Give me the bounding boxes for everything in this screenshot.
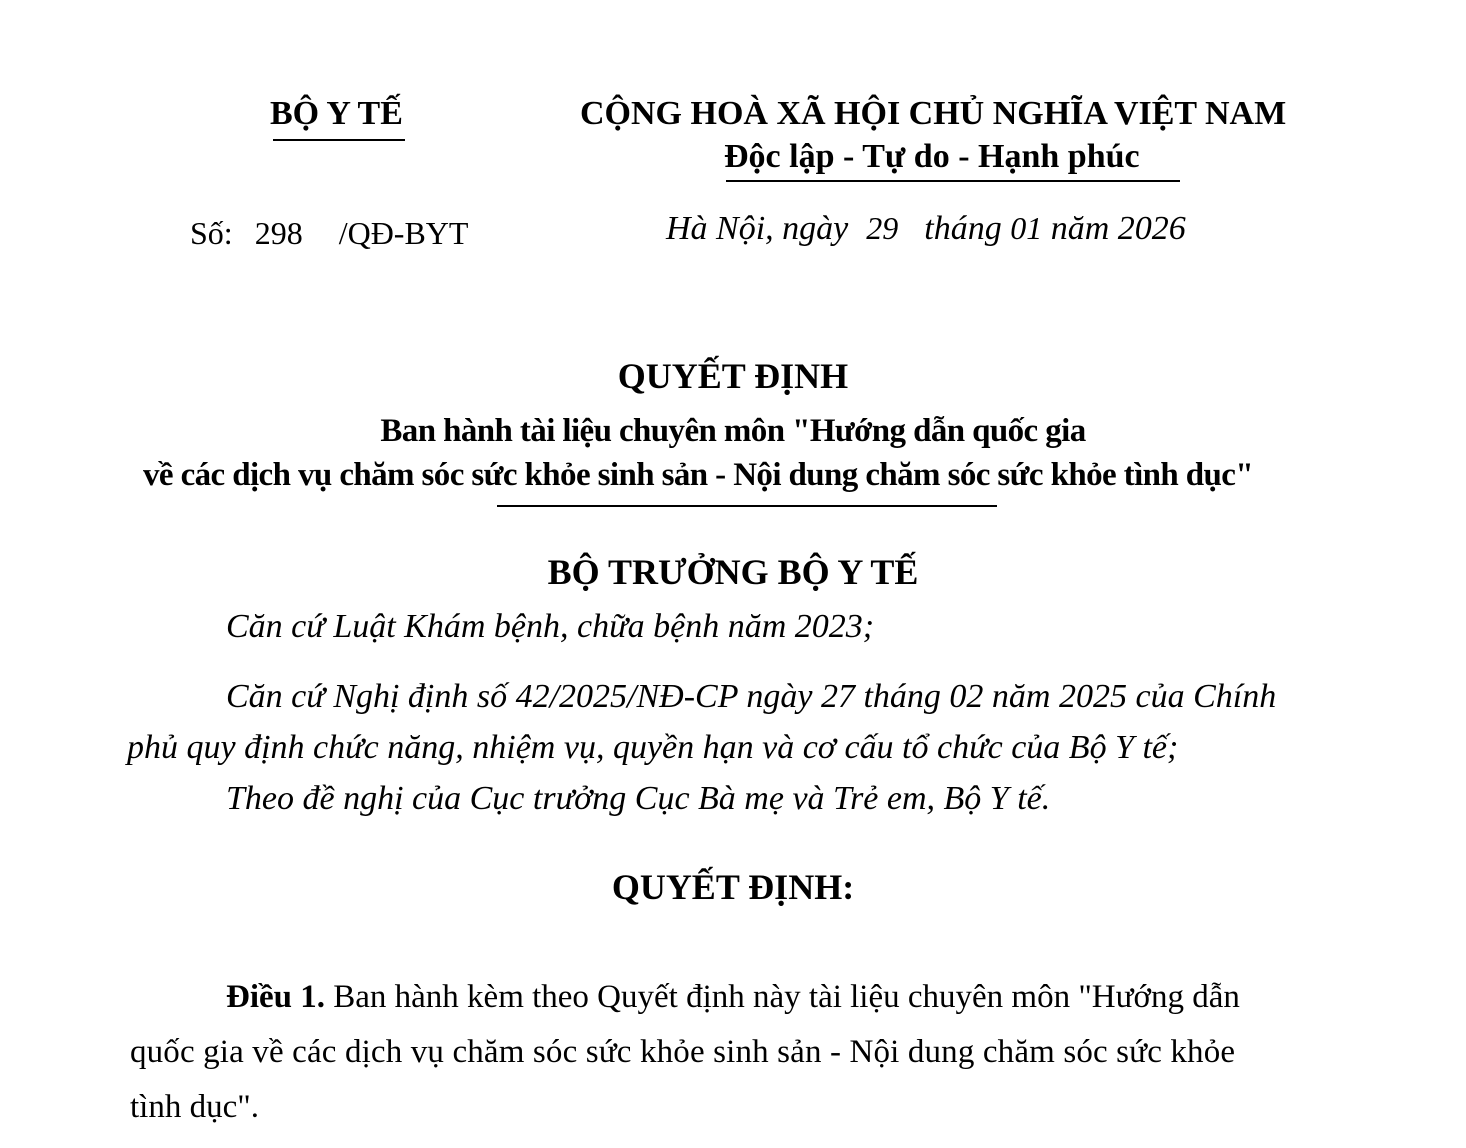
decision-title: QUYẾT ĐỊNH <box>617 356 849 396</box>
motto-underline <box>726 180 1180 182</box>
article-1-line-3: tình dục". <box>130 1089 259 1125</box>
nation-name: CỘNG HOÀ XÃ HỘI CHỦ NGHĨA VIỆT NAM <box>580 95 1287 132</box>
place-and-date <box>666 210 1186 248</box>
article-1-line-1 <box>226 979 1240 1016</box>
year-label: năm <box>1050 210 1110 247</box>
document-number <box>190 215 468 252</box>
doc-no-prefix: Số: <box>190 215 233 251</box>
authority-heading: BỘ TRƯỞNG BỘ Y TẾ <box>547 552 919 592</box>
place-day-label: Hà Nội, ngày <box>666 210 849 247</box>
month-value: 01 <box>1010 210 1043 246</box>
decision-subtitle-line-1: Ban hành tài liệu chuyên môn "Hướng dẫn quốc gia <box>380 413 1086 449</box>
article-1-text-1: Ban hành kèm theo Quyết định này tài liệu chuyên môn "Hướng dẫn <box>325 979 1240 1015</box>
year-value: 2026 <box>1117 210 1186 247</box>
legal-basis-3: Theo đề nghị của Cục trưởng Cục Bà mẹ và Trẻ em, Bộ Y tế. <box>226 780 1051 817</box>
doc-no-suffix: /QĐ-BYT <box>338 215 469 251</box>
decide-heading: QUYẾT ĐỊNH: <box>611 867 855 907</box>
day-value: 29 <box>866 210 899 246</box>
subtitle-underline <box>497 505 997 507</box>
legal-basis-1: Căn cứ Luật Khám bệnh, chữa bệnh năm 2023; <box>226 608 875 645</box>
legal-basis-2-line-2: phủ quy định chức năng, nhiệm vụ, quyền hạn và cơ cấu tổ chức của Bộ Y tế; <box>127 729 1179 766</box>
doc-no-value: 298 <box>254 215 303 251</box>
article-1-line-2: quốc gia về các dịch vụ chăm sóc sức khỏe sinh sản - Nội dung chăm sóc sức khỏe <box>130 1034 1236 1070</box>
ministry-name: BỘ Y TẾ <box>270 95 403 132</box>
ministry-underline <box>273 139 405 141</box>
article-1-label: Điều 1. <box>226 979 325 1015</box>
decision-subtitle-line-2: về các dịch vụ chăm sóc sức khỏe sinh sản - Nội dung chăm sóc sức khỏe tình dục" <box>143 457 1254 493</box>
national-motto: Độc lập - Tự do - Hạnh phúc <box>724 138 1140 175</box>
month-label: tháng <box>924 210 1002 247</box>
legal-basis-2-line-1: Căn cứ Nghị định số 42/2025/NĐ-CP ngày 27 tháng 02 năm 2025 của Chính <box>226 678 1277 715</box>
